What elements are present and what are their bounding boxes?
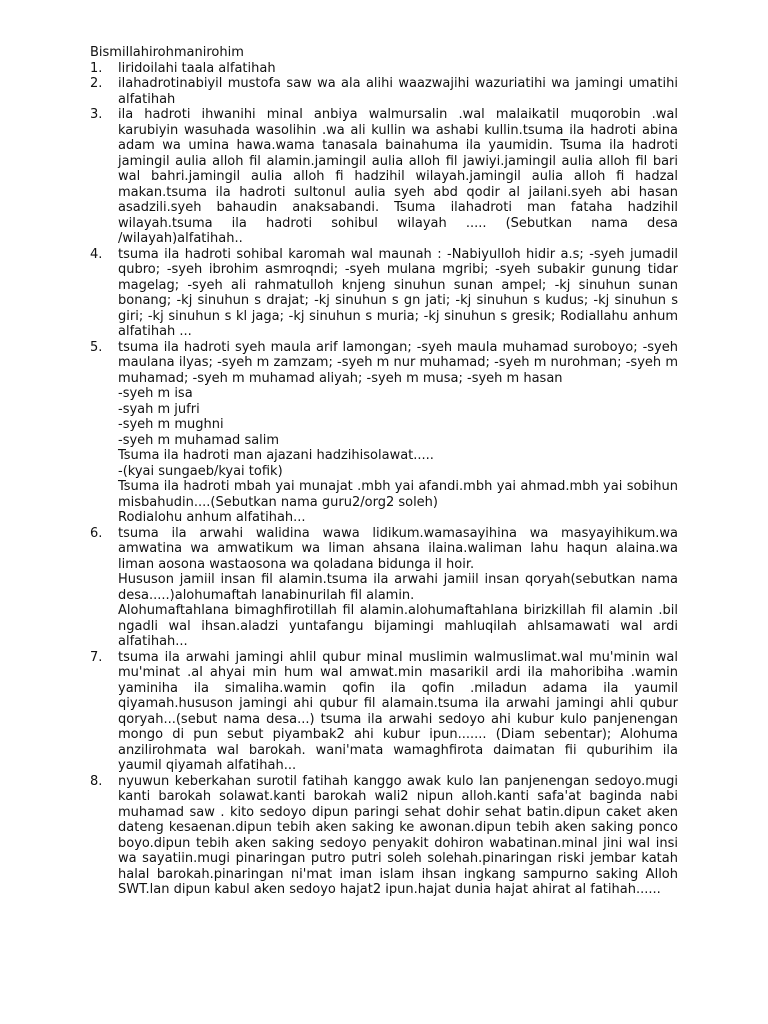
list-item-number: 1. [90,60,103,76]
list-item-number: 2. [90,76,103,91]
list-item-paragraph: Rodialohu anhum alfatihah... [118,510,306,525]
list-item-body [118,650,678,774]
list-item-body [118,247,678,340]
list-item-paragraph: tsuma ila hadroti sohibal karomah wal maunah : -Nabiyulloh hidir a.s; -syeh jumadil qubro; -syeh ibrohim asmroqndi; -syeh mulana mgribi; -syeh subakir gunung tidar magelag; -syeh ali rahmatulloh knjeng sinuhun sunan ampel; -kj sinuhun sunan bonang; -kj sinuhun s drajat; -kj sinuhun s gn jati; -kj sinuhun s kudus; -kj sinuhun s giri; -kj sinuhun s kl jaga; -kj sinuhun s muria; -kj sinuhun s gresik; Rodiallahu anhum alfatihah ... [118,246,678,339]
list-item-body [118,340,678,526]
list-item [90,61,678,77]
list-item-paragraph: Hususon jamiil insan fil alamin.tsuma ila arwahi jamiil insan qoryah(sebutkan nama desa.....)alohumaftah lanabinurilah fil alamin. [118,572,678,603]
list-item-paragraph: tsuma ila arwahi jamingi ahlil qubur minal muslimin walmuslimat.wal mu'minin wal mu'minat .al ahyai min hum wal amwat.min masarikil ardi ila mahoribiha .wamin yaminiha ila simaliha.wamin qofin ila qofin .miladun adama ila yaumil qiyamah.hususon jamingi ahi qubur fil alamain.tsuma ila arwahi jamingi ahli qubur qoryah...(sebut nama desa...) tsuma ila arwahi sedoyo ahi kubur kulo panjenengan mongo di pun sebut piyambak2 ahi kubur ipun....... (Diam sebentar); Alohuma anzilirohmata wal barokah. wani'mata wamaghfirota daimatan fii quburihim ila yaumil qiyamah alfatihah... [118,649,678,773]
list-item-paragraph: -syeh m muhamad salim [118,432,280,448]
list-item-paragraph: liridoilahi taala alfatihah [118,60,276,76]
list-item-number: 5. [90,339,103,355]
list-item-paragraph: tsuma ila arwahi walidina wawa lidikum.wamasayihina wa masyayihikum.wa amwatina wa amwatikum wa liman ahsana ilaina.waliman lahu haqun alaina.wa liman aosona wastaosona wa qoladana bidunga il hoir. [118,525,678,572]
list-item-number: 6. [90,525,103,541]
list-item-paragraph: tsuma ila hadroti syeh maula arif lamongan; -syeh maula muhamad suroboyo; -syeh maulana ilyas; -syeh m zamzam; -syeh m nur muhamad; -syeh m nurohman; -syeh m muhamad; -syeh m muhamad aliyah; -syeh m musa; -syeh m hasan [118,339,678,386]
list-item [90,774,678,898]
list-item-body [118,61,678,77]
list-item-paragraph: -syah m jufri [118,401,200,417]
list-item-body [118,526,678,650]
list-item-body [118,107,678,247]
list-item-paragraph: Tsuma ila hadroti mbah yai munajat .mbh yai afandi.mbh yai ahmad.mbh yai sobihun misbahudin....(Sebutkan nama guru2/org2 soleh) [118,479,678,510]
list-item [90,650,678,774]
list-item [90,76,678,107]
list-item-paragraph: -syeh m isa [118,386,193,401]
list-item-paragraph: nyuwun keberkahan surotil fatihah kanggo awak kulo lan panjenengan sedoyo.mugi kanti barokah solawat.kanti barokah wali2 nipun alloh.kanti safa'at baginda nabi muhamad saw . kito sedoyo dipun paringi sehat dohir sehat batin.dipun caket aken dateng kesaenan.dipun tebih aken saking ke awonan.dipun tebih aken saking ponco boyo.dipun tebih aken saking sedoyo penyakit dohiron wabatinan.minal jini wal insi wa sayatiin.mugi pinaringan putro putri soleh solehah.pinaringan riski jembar katah halal barokah.pinaringan ni'mat iman islam ihsan ingkang sampurno saking Alloh SWT.lan dipun kabul aken sedoyo hajat2 ipun.hajat dunia hajat ahirat al fatihah...... [118,773,678,897]
numbered-list [90,61,678,898]
list-item-paragraph: ila hadroti ihwanihi minal anbiya walmursalin .wal malaikatil muqorobin .wal karubiyin wasuhada wasolihin .wa ali kullin wa ashabi kullin.tsuma ila hadroti abina adam wa umina hawa.wama tanasala bainahuma ila yaumidin. Tsuma ila hadroti jamingil aulia alloh fil alamin.jamingil aulia alloh fil jawiyi.jamingil aulia alloh fil bari wal bahri.jamingil aulia alloh fi hadzihil wilayah.jamingil aulia alloh fi hadzal makan.tsuma ila hadroti sultonul aulia syeh abd qodir al jailani.syeh abi hasan asadzili.syeh bahaudin anaksabandi. Tsuma ilahadroti man fataha hadzihil wilayah.tsuma ila hadroti sohibul wilayah ..... (Sebutkan nama desa /wilayah)alfatihah.. [118,107,678,246]
list-item [90,247,678,340]
list-item-paragraph: -(kyai sungaeb/kyai tofik) [118,463,283,479]
list-item [90,340,678,526]
list-item-number: 4. [90,246,103,262]
list-item-paragraph: Alohumaftahlana bimaghfirotillah fil alamin.alohumaftahlana birizkillah fil alamin .bil ngadli wal ihsan.aladzi yuntafangu bijamingi mahluqilah ahlsamawati wal ardi alfatihah... [118,603,678,649]
list-item-paragraph: -syeh m mughni [118,417,224,432]
list-item-body [118,76,678,107]
document-page [90,45,678,898]
list-item-number: 3. [90,107,103,122]
list-item-number: 7. [90,649,103,665]
document-heading: Bismillahirohmanirohim [90,45,244,60]
list-item [90,107,678,247]
list-item-body [118,774,678,898]
list-item-paragraph: Tsuma ila hadroti man ajazani hadzihisolawat..... [118,448,434,463]
list-item [90,526,678,650]
list-item-paragraph: ilahadrotinabiyil mustofa saw wa ala alihi waazwajihi wazuriatihi wa jamingi umatihi alfatihah [118,76,678,107]
list-item-number: 8. [90,773,103,789]
